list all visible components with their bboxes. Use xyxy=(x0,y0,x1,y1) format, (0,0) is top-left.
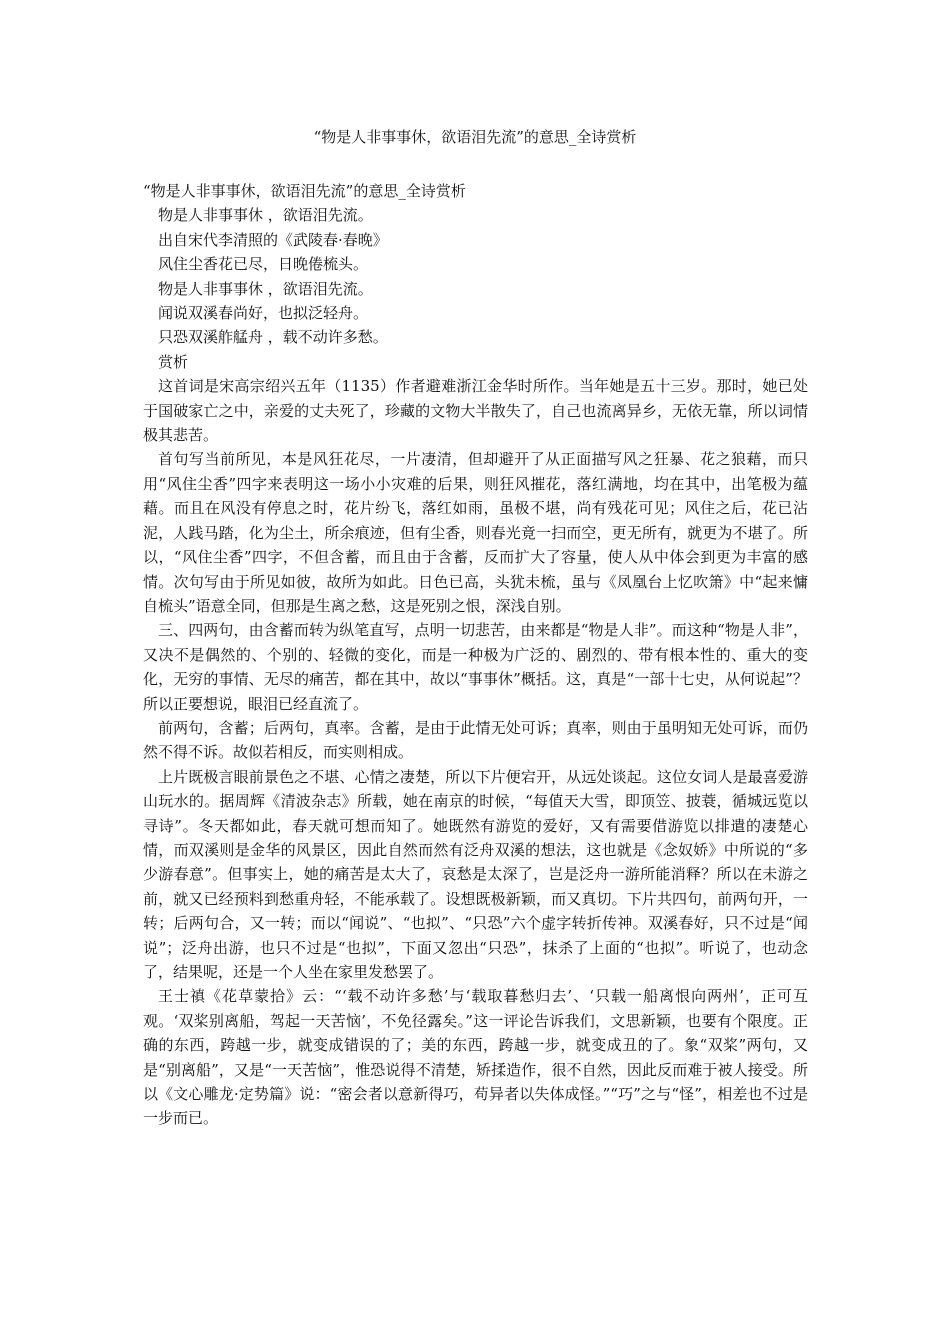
paragraph: 王士禛《花草蒙拾》云：“‘载不动许多愁’与‘载取暮愁归去’、‘只载一船离恨向两州’，正可互观。‘双桨别离船，驾起一天苦恼’，不免径露矣。”这一评论告诉我们，文思新颖，也要有个限度。正确的东西，跨越一步，就变成错误的了；美的东西，跨越一步，就变成丑的了。象“双桨”两句，又是“别离船”，又是“一天苦恼”，惟恐说得不清楚，矫揉造作，很不自然，因此反而难于被人接受。所以《文心雕龙·定势篇》说：“密会者以意新得巧，苟异者以失体成怪。”“巧”之与“怪”，相差也不过是一步而已。 xyxy=(143,987,808,1128)
poem-line: 闻说双溪春尚好，也拟泛轻舟。 xyxy=(158,304,369,323)
paragraph: 首句写当前所见，本是风狂花尽，一片凄清，但却避开了从正面描写风之狂暴、花之狼藉，而只用“风住尘香”四字来表明这一场小小灾难的后果，则狂风摧花，落红满地，均在其中，出笔极为蕴藉。而且在风没有停息之时，花片纷飞，落红如雨，虽极不堪，尚有残花可见；风住之后，花已沾泥，人践马踏，化为尘土，所余痕迹，但有尘香，则春光竟一扫而空，更无所有，就更为不堪了。所以，“风住尘香”四字，不但含蓄，而且由于含蓄，反而扩大了容量，使人从中体会到更为丰富的感情。次句写由于所见如彼，故所为如此。日色已高，头犹未梳，虽与《凤凰台上忆吹箫》中“起来慵自梳头”语意全同，但那是生离之愁，这是死别之恨，深浅自别。 xyxy=(143,450,808,615)
section-label-appreciation: 赏析 xyxy=(158,352,189,371)
paragraph: 这首词是宋高宗绍兴五年（1135）作者避难浙江金华时所作。当年她是五十三岁。那时，她已处于国破家亡之中，亲爱的丈夫死了，珍藏的文物大半散失了，自己也流离异乡，无依无靠，所以词情极其悲苦。 xyxy=(143,377,808,445)
poem-line: 物是人非事事休 ，欲语泪先流。 xyxy=(158,206,373,225)
poem-line: 物是人非事事休 ，欲语泪先流。 xyxy=(158,279,373,298)
paragraph: 上片既极言眼前景色之不堪、心情之凄楚，所以下片便宕开，从远处谈起。这位女词人是最喜爱游山玩水的。据周辉《清波杂志》所载，她在南京的时候，“每值天大雪，即顶笠、披蓑，循城远览以寻诗”。冬天都如此，春天就可想而知了。她既然有游览的爱好，又有需要借游览以排遣的凄楚心情，而双溪则是金华的风景区，因此自然而然有泛舟双溪的想法，这也就是《念奴娇》中所说的“多少游春意”。但事实上，她的痛苦是太大了，哀愁是太深了，岂是泛舟一游所能消释？所以在未游之前，就又已经预料到愁重舟轻，不能承载了。设想既极新颖，而又真切。下片共四句，前两句开，一转；后两句合，又一转；而以“闻说”、“也拟”、“只恐”六个虚字转折传神。双溪春好，只不过是“闻说”；泛舟出游，也只不过是“也拟”，下面又忽出“只恐”，抹杀了上面的“也拟”。听说了，也动念了，结果呢，还是一个人坐在家里发愁罢了。 xyxy=(143,767,808,981)
poem-line: 只恐双溪舴艋舟 ，载不动许多愁。 xyxy=(158,328,388,347)
poem-source: 出自宋代李清照的《武陵春·春晚》 xyxy=(158,230,388,249)
paragraph: 三、四两句，由含蓄而转为纵笔直写，点明一切悲苦，由来都是“物是人非”。而这种“物是人非”，又决不是偶然的、个别的、轻微的变化，而是一种极为广泛的、剧烈的、带有根本性的、重大的变化，无穷的事情、无尽的痛苦，都在其中，故以“事事休”概括。这，真是“一部十七史，从何说起”？所以正要想说，眼泪已经直流了。 xyxy=(143,621,808,713)
poem-line: 风住尘香花已尽，日晚倦梳头。 xyxy=(158,255,369,274)
paragraph: 前两句，含蓄；后两句，真率。含蓄，是由于此情无处可诉；真率，则由于虽明知无处可诉，而仍然不得不诉。故似若相反，而实则相成。 xyxy=(143,718,808,762)
document-heading: “物是人非事事休，欲语泪先流”的意思_全诗赏析 xyxy=(143,182,466,200)
page-title: “物是人非事事休，欲语泪先流”的意思_全诗赏析 xyxy=(313,128,637,146)
document-body xyxy=(143,179,808,1131)
